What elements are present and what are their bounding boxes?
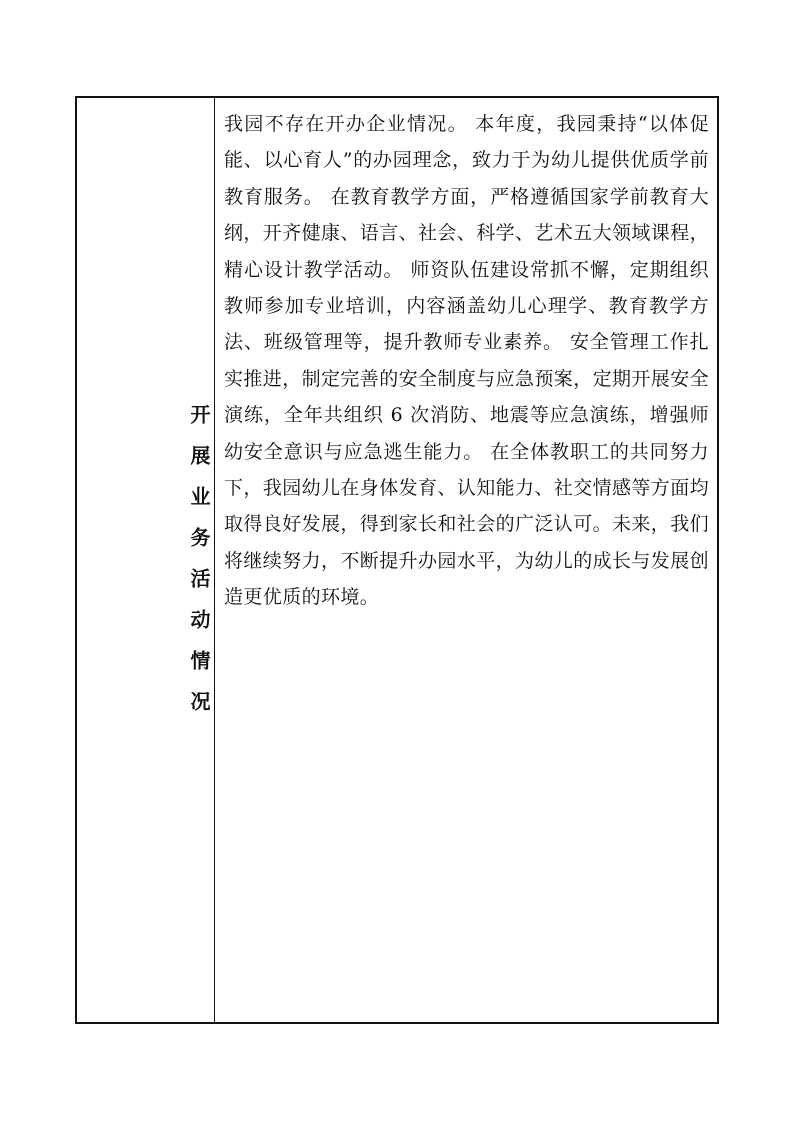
activity-description: 我园不存在开办企业情况。 本年度，我园秉持“以体促能、以心育人”的办园理念，致力于为幼儿提供优质学前教育服务。 在教育教学方面，严格遵循国家学前教育大纲，开齐健康、语言、社会、科学、艺术五大领域课程，精心设计教学活动。 师资队伍建设常抓不懈，定期组织教师参加专业培训，内容涵盖幼儿心理学、教育教学方法、班级管理等，提升教师专业素养。 安全管理工作扎实推进，制定完善的安全制度与应急预案，定期开展安全演练，全年共组织 6 次消防、地震等应急演练，增强师幼安全意识与应急逃生能力。 在全体教职工的共同努力下，我园幼儿在身体发育、认知能力、社交情感等方面均取得良好发展，得到家长和社会的广泛认可。未来，我们将继续努力，不断提升办园水平，为幼儿的成长与发展创造更优质的环境。 (224, 113, 710, 609)
label-cell (77, 98, 215, 1022)
activity-table (75, 96, 719, 1024)
section-label: 开展业务活动情况 (187, 404, 211, 732)
content-cell (215, 98, 717, 1022)
